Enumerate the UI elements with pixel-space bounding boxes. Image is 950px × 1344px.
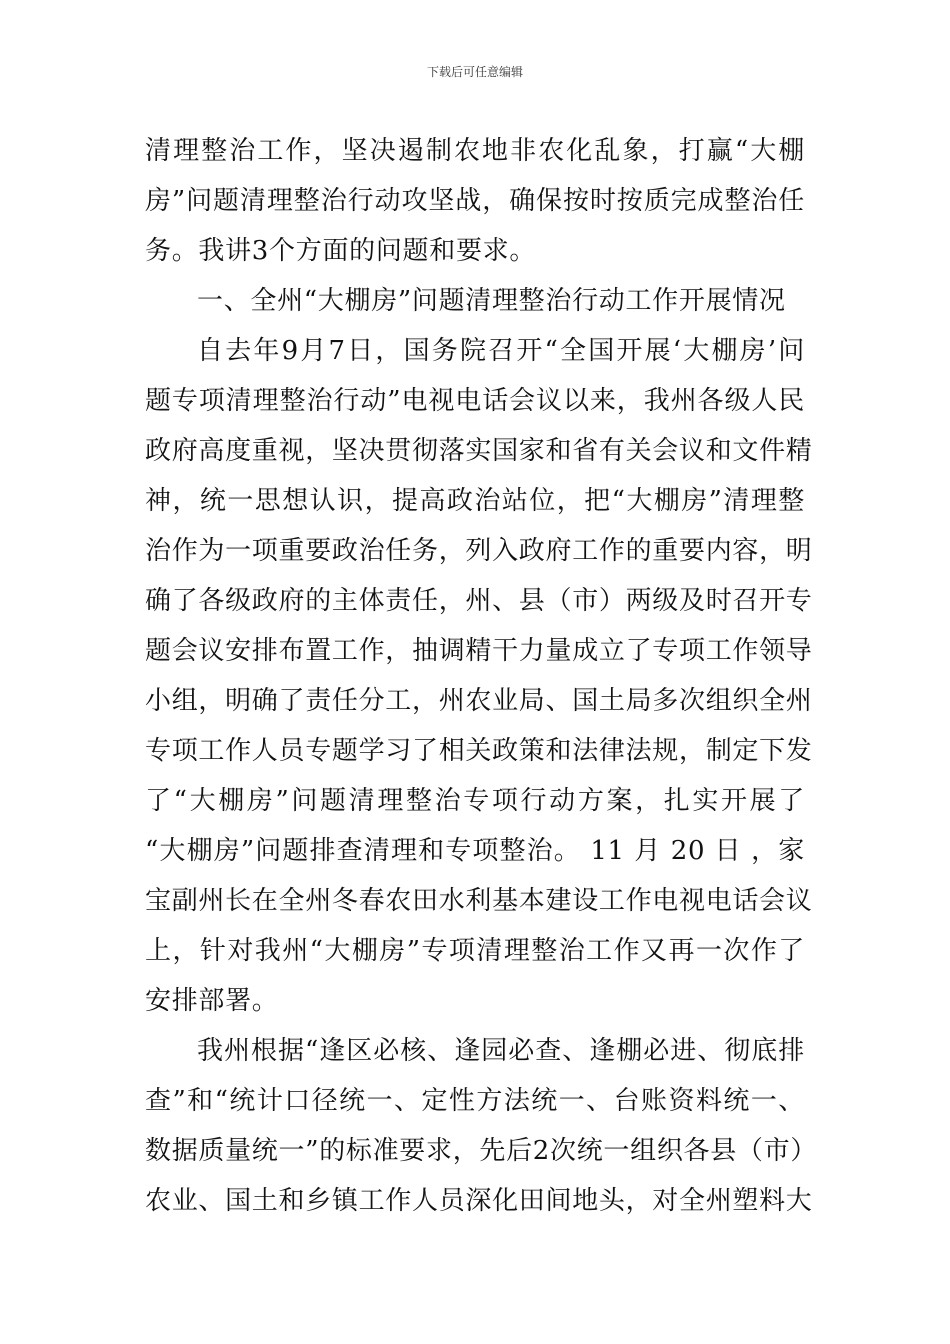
text-line: 清理整治工作，坚决遏制农地非农化乱象，打赢“大棚 [145, 136, 805, 166]
text-line: 题会议安排布置工作，抽调精干力量成立了专项工作领导 [145, 636, 813, 666]
text-line: 务。我讲3个方面的问题和要求。 [145, 236, 537, 266]
section-heading: 一、全州“大棚房”问题清理整治行动工作开展情况 [197, 286, 786, 316]
text-line: 上，针对我州“大棚房”专项清理整治工作又再一次作了 [145, 936, 805, 966]
page-header-note: 下载后可任意编辑 [426, 65, 523, 79]
text-line: 专项工作人员专题学习了相关政策和法律法规，制定下发 [145, 736, 813, 766]
text-line: 数据质量统一”的标准要求，先后2次统一组织各县（市） [145, 1136, 818, 1166]
text-line: 查”和“统计口径统一、定性方法统一、台账资料统一、 [145, 1086, 805, 1116]
text-line: 安排部署。 [145, 986, 279, 1016]
text-line: 农业、国土和乡镇工作人员深化田间地头，对全州塑料大 [145, 1186, 813, 1216]
text-line: 房”问题清理整治行动攻坚战，确保按时按质完成整治任 [145, 186, 805, 216]
text-line: 小组，明确了责任分工，州农业局、国土局多次组织全州 [145, 686, 813, 716]
text-line: 了“大棚房”问题清理整治专项行动方案，扎实开展了 [145, 786, 805, 816]
text-line: 治作为一项重要政治任务，列入政府工作的重要内容，明 [145, 536, 813, 566]
text-line: 神，统一思想认识，提高政治站位，把“大棚房”清理整 [145, 486, 805, 516]
text-line: 确了各级政府的主体责任，州、县（市）两级及时召开专 [145, 586, 813, 616]
text-line: “大棚房”问题排查清理和专项整治。 11 月 20 日 ，家 [145, 836, 805, 866]
text-line: 自去年9月7日，国务院召开“全国开展‘大棚房’问 [197, 336, 805, 366]
text-line: 题专项清理整治行动”电视电话会议以来，我州各级人民 [145, 386, 805, 416]
text-line: 我州根据“逢区必核、逢园必查、逢棚必进、彻底排 [197, 1036, 805, 1066]
document-body [145, 126, 818, 1226]
text-line: 政府高度重视，坚决贯彻落实国家和省有关会议和文件精 [145, 436, 813, 466]
text-line: 宝副州长在全州冬春农田水利基本建设工作电视电话会议 [145, 886, 813, 916]
